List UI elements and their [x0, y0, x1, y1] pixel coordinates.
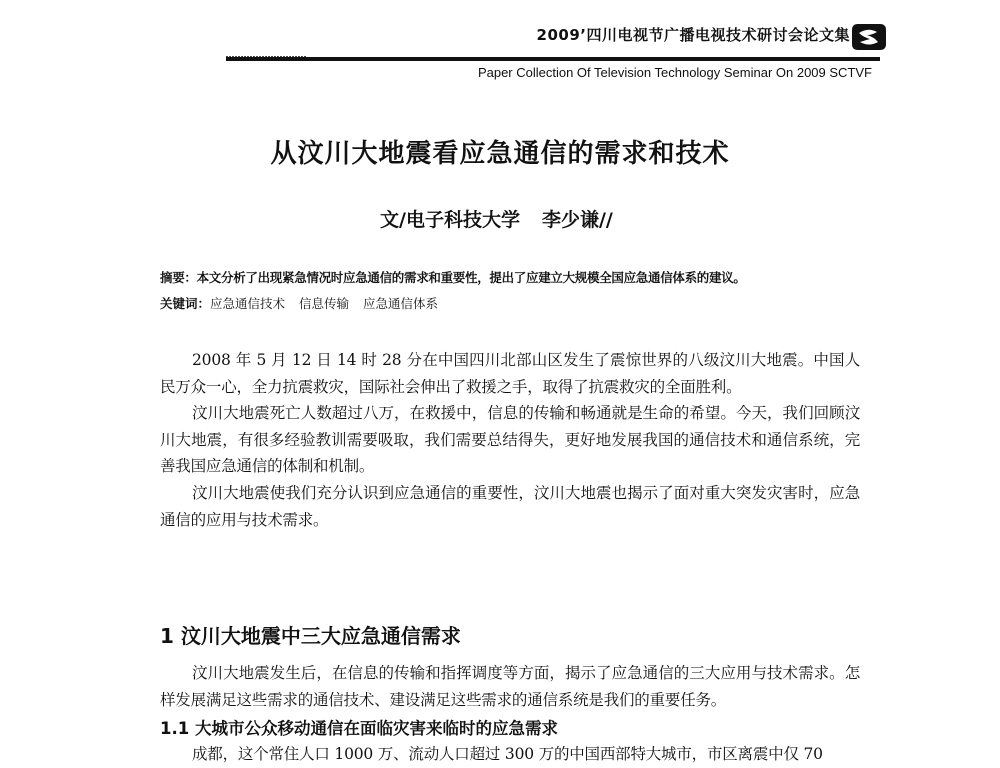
subsection-1-1-heading: 1.1 大城市公众移动通信在面临灾害来临时的应急需求	[160, 719, 558, 738]
author-name: 李少谦//	[541, 209, 613, 231]
sctvf-logo-icon	[848, 20, 888, 54]
paper-title: 从汶川大地震看应急通信的需求和技术	[270, 139, 730, 169]
keywords	[160, 294, 452, 312]
abstract: 摘要：本文分析了出现紧急情况时应急通信的需求和重要性，提出了应建立大规模全国应急通信体系的建议。	[160, 270, 746, 285]
keyword-2: 信息传输	[299, 296, 350, 311]
subsection-1-1-paragraph: 成都，这个常住人口 1000 万、流动人口超过 300 万的中国西部特大城市，市区离震中仅 70	[192, 745, 823, 763]
keyword-3: 应急通信体系	[363, 296, 439, 311]
header-subtitle: Paper Collection Of Television Technology Seminar On 2009 SCTVF	[477, 65, 872, 80]
body-paragraph-3: 汶川大地震使我们充分认识到应急通信的重要性，汶川大地震也揭示了面对重大突发灾害时，应急通信的应用与技术需求。	[160, 484, 860, 529]
keyword-1: 应急通信技术	[210, 296, 286, 311]
byline-affiliation: 文/电子科技大学	[380, 209, 520, 231]
author-line	[380, 205, 613, 232]
header-rule	[226, 57, 880, 61]
body-paragraph-1: 2008 年 5 月 12 日 14 时 28 分在中国四川北部山区发生了震惊世界的八级汶川大地震。中国人民万众一心，全力抗震救灾，国际社会伸出了救援之手，取得了抗震救灾的全面胜利。	[160, 351, 860, 396]
section-1-paragraph: 汶川大地震发生后，在信息的传输和指挥调度等方面，揭示了应急通信的三大应用与技术需求。怎样发展满足这些需求的通信技术、建设满足这些需求的通信系统是我们的重要任务。	[160, 664, 860, 709]
header-title: 2009’四川电视节广播电视技术研讨会论文集	[536, 26, 850, 44]
keywords-label: 关键词：	[160, 296, 211, 311]
section-1-heading: 1 汶川大地震中三大应急通信需求	[160, 624, 461, 648]
body-paragraph-2: 汶川大地震死亡人数超过八万，在救援中，信息的传输和畅通就是生命的希望。今天，我们回顾汶川大地震，有很多经验教训需要吸取，我们需要总结得失，更好地发展我国的通信技术和通信系统，完善我国应急通信的体制和机制。	[160, 404, 860, 475]
